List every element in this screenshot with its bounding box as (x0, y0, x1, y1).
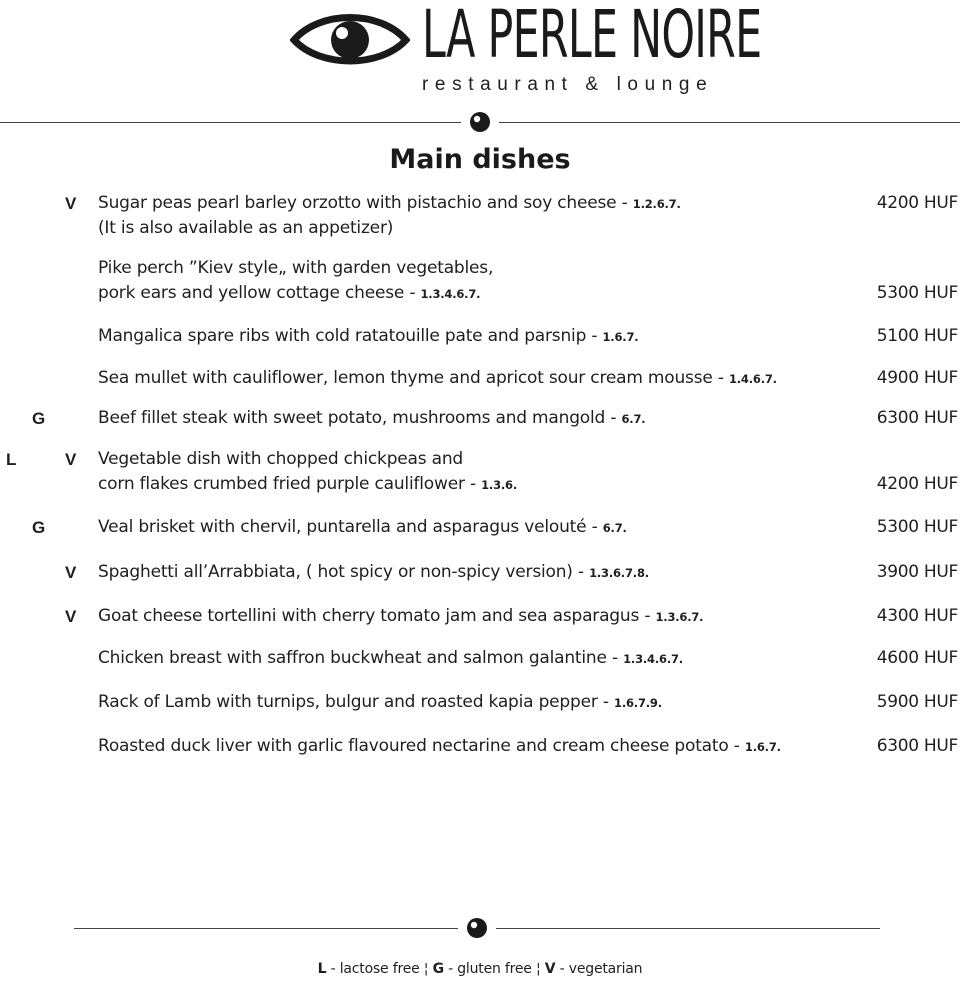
dish-description: Rack of Lamb with turnips, bulgur and roasted kapia pepper - 1.6.7.9. (98, 692, 662, 712)
allergen-codes: 1.3.4.6.7. (623, 652, 683, 666)
dish-price: 5900 HUF (876, 692, 958, 712)
gluten-free-mark: G (32, 409, 46, 428)
allergen-codes: 6.7. (602, 521, 627, 535)
dietary-legend (0, 961, 960, 977)
dish-description: Pike perch ”Kiev style„ with garden vegetables, (98, 258, 494, 278)
dish-price: 6300 HUF (876, 736, 958, 756)
dish-description: Veal brisket with chervil, puntarella and asparagus velouté - 6.7. (98, 517, 627, 537)
allergen-codes: 1.6.7.9. (614, 696, 662, 710)
top-divider (0, 111, 960, 133)
allergen-codes: 1.3.6.7.8. (589, 566, 649, 580)
legend-lactose-text: - lactose free (326, 961, 424, 977)
legend-gluten-text: - gluten free (443, 961, 536, 977)
brand-name: LA PERLE NOIRE (422, 0, 762, 73)
legend-vegetarian-key: V (544, 961, 556, 977)
dish-description-line2: (It is also available as an appetizer) (98, 218, 394, 238)
allergen-codes: 6.7. (621, 412, 646, 426)
vegetarian-mark: V (65, 563, 77, 582)
allergen-codes: 1.2.6.7. (632, 197, 681, 211)
dish-description: Spaghetti all’Arrabbiata, ( hot spicy or non-spicy version) - 1.3.6.7.8. (98, 562, 649, 582)
legend-gluten-key: G (432, 961, 444, 977)
dish-price: 5300 HUF (876, 283, 958, 303)
allergen-codes: 1.6.7. (744, 740, 781, 754)
vegetarian-mark: V (65, 450, 77, 469)
gluten-free-mark: G (32, 518, 46, 537)
eye-icon (290, 6, 410, 72)
brand-tagline: restaurant & lounge (422, 74, 714, 95)
dish-price: 4600 HUF (876, 648, 958, 668)
dish-description: Roasted duck liver with garlic flavoured nectarine and cream cheese potato - 1.6.7. (98, 736, 781, 756)
vegetarian-mark: V (65, 607, 77, 626)
dish-description: Sea mullet with cauliflower, lemon thyme and apricot sour cream mousse - 1.4.6.7. (98, 368, 777, 388)
dish-description-line2: pork ears and yellow cottage cheese - 1.3.4.6.7. (98, 283, 481, 303)
dish-description: Beef fillet steak with sweet potato, mushrooms and mangold - 6.7. (98, 408, 646, 428)
dish-description: Sugar peas pearl barley orzotto with pistachio and soy cheese - 1.2.6.7. (98, 193, 681, 213)
dish-price: 4200 HUF (876, 193, 958, 213)
dish-description: Mangalica spare ribs with cold ratatouille pate and parsnip - 1.6.7. (98, 326, 639, 346)
black-pearl-icon (466, 917, 488, 939)
black-pearl-icon (469, 111, 491, 133)
dish-description: Chicken breast with saffron buckwheat and salmon galantine - 1.3.4.6.7. (98, 648, 683, 668)
bottom-divider (74, 917, 888, 939)
dish-description-line2: corn flakes crumbed fried purple cauliflower - 1.3.6. (98, 474, 518, 494)
dish-price: 4300 HUF (876, 606, 958, 626)
dish-description: Goat cheese tortellini with cherry tomato jam and sea asparagus - 1.3.6.7. (98, 606, 704, 626)
legend-vegetarian-text: - vegetarian (555, 961, 643, 977)
dish-price: 6300 HUF (876, 408, 958, 428)
allergen-codes: 1.3.6.7. (655, 610, 704, 624)
dish-price: 3900 HUF (876, 562, 958, 582)
brand-logo (286, 0, 762, 98)
dish-price: 4900 HUF (876, 368, 958, 388)
legend-separator: ¦ (535, 961, 541, 977)
legend-separator: ¦ (423, 961, 429, 977)
vegetarian-mark: V (65, 194, 77, 213)
dish-price: 5300 HUF (876, 517, 958, 537)
dish-price: 5100 HUF (876, 326, 958, 346)
dish-price: 4200 HUF (876, 474, 958, 494)
allergen-codes: 1.4.6.7. (728, 372, 777, 386)
lactose-free-mark: L (6, 450, 17, 469)
allergen-codes: 1.6.7. (602, 330, 639, 344)
section-title: Main dishes (389, 144, 571, 175)
legend-lactose-key: L (317, 961, 327, 977)
dish-description: Vegetable dish with chopped chickpeas and (98, 449, 464, 469)
